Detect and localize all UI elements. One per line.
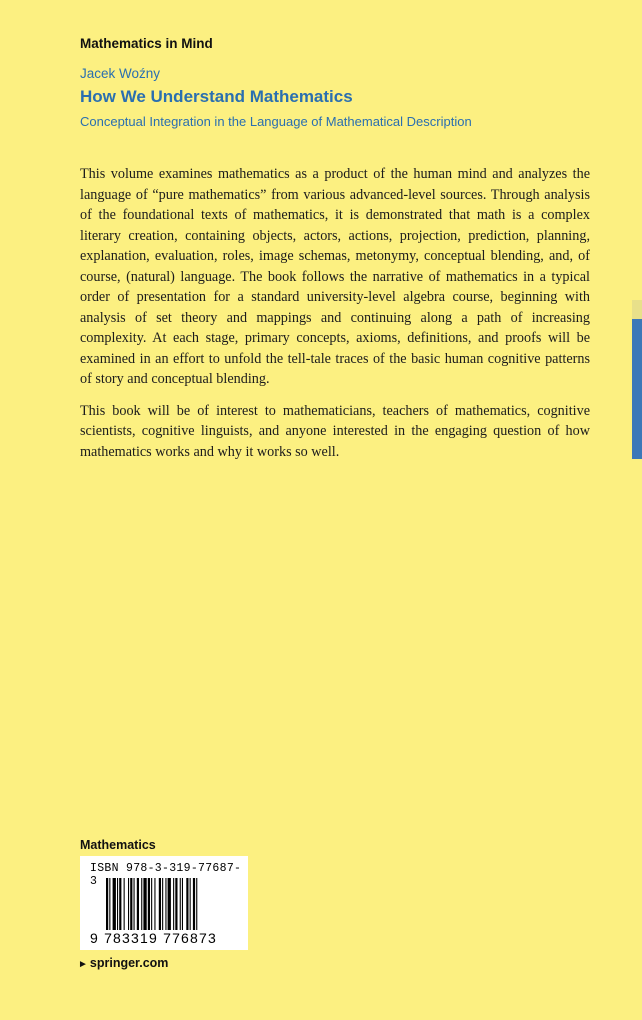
- barcode-bar: [137, 878, 139, 930]
- barcode-bar: [134, 878, 135, 930]
- ean-digits: 9 783319 776873: [90, 930, 217, 946]
- barcode-bars: [106, 878, 226, 930]
- barcode-bar: [151, 878, 152, 930]
- barcode-bar: [159, 878, 161, 930]
- book-title: How We Understand Mathematics: [80, 87, 353, 106]
- spine-edge-light: [632, 300, 642, 319]
- blurb-paragraph-2: This book will be of interest to mathematicians, teachers of mathematics, cognitive scientists, cognitive linguists, and anyone interested in the engaging question of how mathematics works and why it works so well.: [80, 402, 590, 460]
- barcode-bar: [165, 878, 166, 930]
- barcode-bar: [106, 878, 108, 930]
- barcode-bar: [141, 878, 142, 930]
- spine-edge-accent: [632, 319, 642, 459]
- series-name: Mathematics in Mind: [80, 36, 213, 51]
- barcode-bar: [128, 878, 129, 930]
- barcode-bar: [109, 878, 110, 930]
- isbn-label: ISBN 978-3-319-77687-3: [90, 862, 242, 888]
- barcode-bar: [154, 878, 155, 930]
- arrow-right-icon: ►: [78, 959, 88, 970]
- isbn-barcode: [80, 856, 248, 950]
- barcode-bar: [180, 878, 181, 930]
- blurb-paragraph-1: This volume examines mathematics as a product of the human mind and analyzes the language of “pure mathematics” from various advanced-level sources. Through analysis of the foundational texts of mathematics, it is demonstrated that math is a complex literary creation, containing objects, actors, actions, projection, prediction, planning, explanation, evaluation, roles, image schemas, metonymy, conceptual blending, and, of course, (natural) language. The book follows the narrative of mathematics in a typical order of presentation for a standard university-level algebra course, beginning with analysis of set theory and mappings and continuing along a path of increasing complexity. At each stage, primary concepts, axioms, definitions, and proofs will be examined in an effort to unfold the tell-tale traces of the basic human cognitive patterns of story and conceptual blending.: [80, 166, 590, 387]
- barcode-bar: [117, 878, 118, 930]
- barcode-bar: [130, 878, 132, 930]
- subject-category: Mathematics: [80, 838, 156, 852]
- barcode-bar: [190, 878, 191, 930]
- barcode-bar: [162, 878, 163, 930]
- author-name: Jacek Woźny: [80, 66, 161, 81]
- barcode-bar: [148, 878, 150, 930]
- barcode-bar: [124, 878, 125, 930]
- barcode-bar: [193, 878, 195, 930]
- barcode-bar: [196, 878, 197, 930]
- barcode-bar: [119, 878, 121, 930]
- barcode-bar: [143, 878, 146, 930]
- barcode-bar: [182, 878, 183, 930]
- barcode-bar: [173, 878, 174, 930]
- book-subtitle: Conceptual Integration in the Language of Mathematical Description: [80, 114, 472, 129]
- back-cover-blurb: [80, 164, 590, 473]
- barcode-bar: [175, 878, 177, 930]
- barcode-bar: [186, 878, 188, 930]
- barcode-bar: [113, 878, 116, 930]
- publisher-url: springer.com: [89, 956, 169, 970]
- barcode-bar: [168, 878, 171, 930]
- publisher-link[interactable]: [78, 956, 168, 970]
